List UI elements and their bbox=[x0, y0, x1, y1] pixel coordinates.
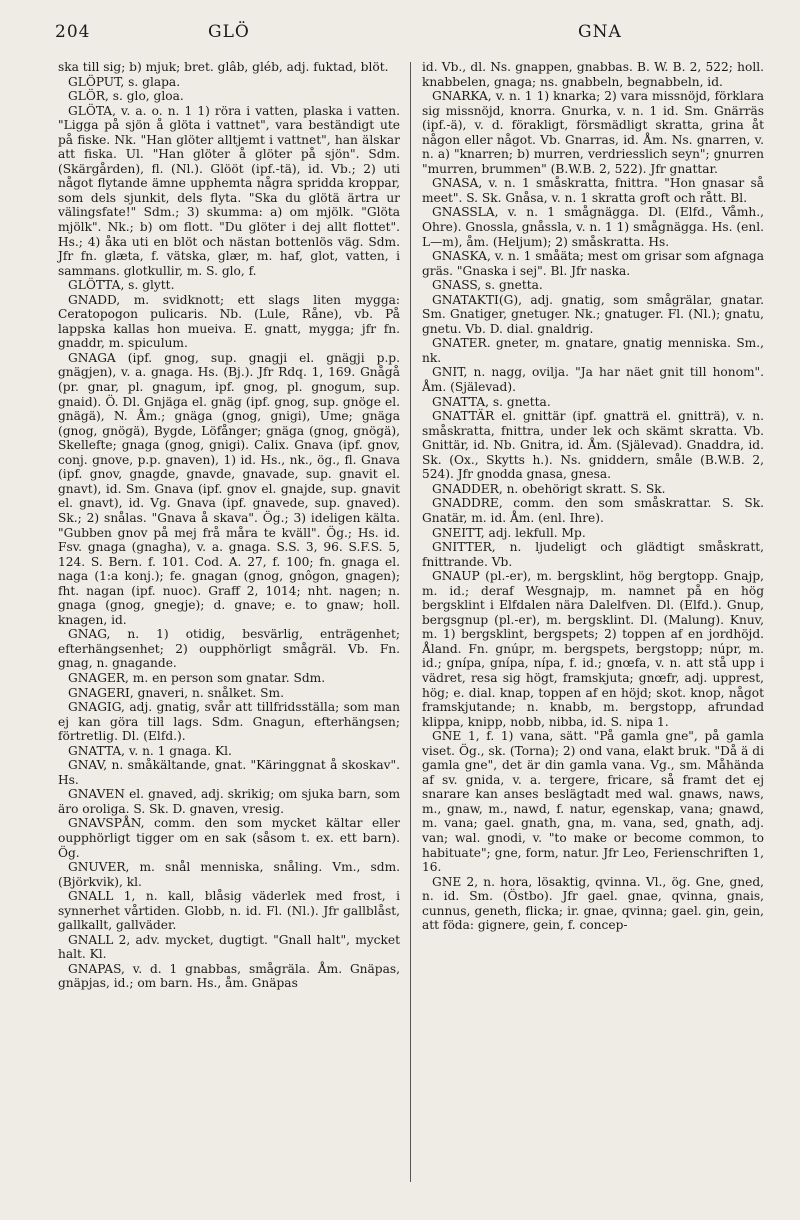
dictionary-entry: GNATAKTI(G), adj. gnatig, som smågrälar, gnatar. Sm. Gnatiger, gnetuger. Nk.; gnatuger. Fl. (Nl.); gnatu, gnetu. Vb. D. dial. gnaldrig. bbox=[422, 292, 764, 336]
dictionary-entry: id. Vb., dl. Ns. gnappen, gnabbas. B. W. B. 2, 522; holl. knabbelen, gnaga; ns. gnabbeln, begnabbeln, id. bbox=[422, 60, 764, 89]
dictionary-entry: GNASS, s. gnetta. bbox=[432, 278, 543, 293]
dictionary-entry: GLÖR, s. glo, gloa. bbox=[68, 89, 184, 104]
dictionary-entry: GNIT, n. nagg, ovilja. "Ja har näet gnit till honom". Åm. (Själevad). bbox=[422, 365, 764, 395]
dictionary-entry: GNAG, n. 1) otidig, besvärlig, enträgenhet; efterhängsenhet; 2) oupphörligt smågräl. Vb. Fn. gnag, n. gnagande. bbox=[58, 627, 400, 671]
dictionary-entry: GNAGA (ipf. gnog, sup. gnagji el. gnägji p.p. gnägjen), v. a. gnaga. Hs. (Bj.). Jfr Rdq. 1, 169. Gnågå (pr. gnar, pl. gnagum, ipf. gnog, pl. gnogum, sup. gnaid). Ö. Dl. Gnjäga el. gnäg (ipf. gnog, sup. gnöge el. gnägä), N. Åm.; gnäga (gnog, gnigi), Ume; gnäga (gnog, gnögä), Bygde, Löfånger; gnäga (gnog, gnögä), Skellefte; gnaga (gnog, gnigi). Calix. Gnava (ipf. gnov, conj. gnove, p.p. gnaven), 1) id. Hs., nk., ög., fl. Gnava (ipf. gnov, gnagde, gnavde, gnavade, sup. gnavit el. gnavt), id. Sm. Gnava (ipf. gnov el. gnajde, sup. gnavit el. gnavt), id. Vg. Gnava (ipf. gnavede, sup. gnaved). Sk.; 2) snålas. "Gnava å skava". Ög.; 3) ideligen kälta. "Gubben gnov på mej frå måra te kväll". Ög.; Hs. id. Fsv. gnaga (gnagha), v. a. gnaga. S.S. 3, 96. S.F.S. 5, 124. S. Bern. f. 101. Cod. A. 27, f. 100; fn. gnaga el. naga (1:a konj.); fe. gnagan (gnog, gnôgon, gnagen); fht. nagan (ipf. nuoc). Graff 2, 1014; nht. nagen; n. gnaga (gnog, gnegje); d. gnave; e. to gnaw; holl. knagen, id. bbox=[58, 350, 400, 627]
page-number: 204 bbox=[55, 22, 91, 42]
dictionary-entry: GNATTÄR el. gnittär (ipf. gnatträ el. gnitträ), v. n. småskratta, fnittra, under lek och skämt skratta. Vb. Gnittär, id. Nb. Gnitra, id. Åm. (Själevad). Gnaddra, id. Sk. (Ox., Skytts h.). Ns. gniddern, småle (B.W.B. 2, 524). Jfr gnodda gnasa, gnesa. bbox=[422, 409, 764, 482]
dictionary-entry: GNARKA, v. n. 1 1) knarka; 2) vara missnöjd, förklara sig missnöjd, knorra. Gnurka, v. n. 1 id. Sm. Gnärräs (ipf.-ä), v. d. förakligt, försmädligt skratta, grina åt någon eller något. Vb. Gnarras, id. Åm. Ns. gnarren, v. n. a) "knarren; b) murren, verdriesslich seyn"; gnurren "murren, brummen" (B.W.B. 2, 522). Jfr gnattar. bbox=[422, 89, 764, 176]
dictionary-entry: GNAGER, m. en person som gnatar. Sdm. bbox=[68, 670, 326, 685]
dictionary-entry: GLÖTA, v. a. o. n. 1 1) röra i vatten, plaska i vatten. "Ligga på sjön å glöta i vattnet", vara beständigt ute på fiske. Nk. "Han glöter alltjemt i vattnet", han älskar att fiska. Ul. "Han glöter å glöter på sjön". Sdm. (Skärgården), fl. (Nl.). Glööt (ipf.-tä), id. Vb.; 2) uti något flytande ämne upphemta några spridda kroppar, som dels sjunkit, dels flyta. "Ska du glötä ärtra ur välingsfate!" Sdm.; 3) skumma: a) om mjölk. "Glöta mjölk". Nk.; b) om flott. "Du glöter i dej allt flottet". Hs.; 4) åka uti en blöt och nästan bottenlös väg. Sdm. Jfr fn. glæta, f. vätska, glær, m. haf, glot, vatten, i sammans. glotkullir, m. S. glo, f. bbox=[58, 103, 400, 278]
dictionary-entry: GNAGIG, adj. gnatig, svår att tillfridsställa; som man ej kan göra till lags. Sdm. Gnagun, efterhängsen; förtretlig. Dl. (Elfd.). bbox=[58, 700, 400, 744]
dictionary-entry: GNITTER, n. ljudeligt och glädtigt småskratt, fnittrande. Vb. bbox=[422, 540, 764, 569]
header-left-word: GLÖ bbox=[208, 22, 250, 42]
dictionary-entry: GNAVSPÅN, comm. den som mycket kältar eller oupphörligt tigger om en sak (såsom t. ex. ett barn). Ög. bbox=[58, 816, 400, 860]
dictionary-entry: GNADDRE, comm. den som småskrattar. S. Sk. Gnatär, m. id. Åm. (enl. Ihre). bbox=[422, 496, 764, 525]
dictionary-entry: GNATTA, v. n. 1 gnaga. Kl. bbox=[68, 743, 232, 758]
right-column bbox=[422, 60, 764, 933]
dictionary-entry: GNAGERI, gnaveri, n. snålket. Sm. bbox=[68, 685, 284, 700]
dictionary-entry: GLÖTTA, s. glytt. bbox=[68, 278, 175, 293]
dictionary-entry: GNALL 2, adv. mycket, dugtigt. "Gnall halt", mycket halt. Kl. bbox=[58, 932, 400, 962]
dictionary-entry: GNAVEN el. gnaved, adj. skrikig; om sjuka barn, som äro oroliga. S. Sk. D. gnaven, vresig. bbox=[58, 787, 400, 816]
dictionary-entry: GNADD, m. svidknott; ett slags liten mygga: Ceratopogon pulicaris. Nb. (Lule, Råne), vb. På lappska kallas hon mueiva. E. gnatt, mygga; jfr fn. gnaddr, m. spiculum. bbox=[58, 292, 400, 351]
dictionary-entry: GNALL 1, n. kall, blåsig väderlek med frost, i synnerhet vårtiden. Globb, n. id. Fl. (Nl.). Jfr gallblåst, gallkallt, gallväder. bbox=[58, 889, 400, 933]
running-header bbox=[0, 22, 800, 52]
header-right-word: GNA bbox=[578, 22, 622, 42]
dictionary-entry: GNAUP (pl.-er), m. bergsklint, hög bergtopp. Gnajp, m. id.; deraf Wesgnajp, m. namnet på en hög bergsklint i Elfdalen nära Dalelfven. Dl. (Elfd.). Gnup, bergsgnup (pl.-er), m. bergsklint. Dl. (Malung). Knuv, m. 1) bergsklint, bergspets; 2) toppen af en jordhöjd. Åland. Fn. gnúpr, m. bergspets, bergstopp; núpr, m. id.; gnípa, gnípa, nípa, f. id.; gnœfa, v. n. att stå upp i vädret, resa sig högt, framskjuta; gnœfr, adj. upprest, hög; e. dial. knap, toppen af en höjd; skot. knop, något framskjutande; n. knabb, m. bergstopp, afrundad klippa, knipp, nobb, nibba, id. S. nipa 1. bbox=[422, 569, 764, 729]
dictionary-entry: GNASSLA, v. n. 1 smågnägga. Dl. (Elfd., Våmh., Ohre). Gnossla, gnåssla, v. n. 1 1) smågnägga. Hs. (enl. L—m), åm. (Heljum); 2) småskratta. Hs. bbox=[422, 205, 764, 249]
dictionary-entry: GNADDER, n. obehörigt skratt. S. Sk. bbox=[432, 481, 666, 496]
dictionary-entry: GNAV, n. småkältande, gnat. "Käringgnat å skoskav". Hs. bbox=[58, 758, 400, 787]
dictionary-entry: ska till sig; b) mjuk; bret. glâb, gléb, adj. fuktad, blöt. bbox=[58, 60, 389, 74]
dictionary-entry: GNAPAS, v. d. 1 gnabbas, smågräla. Åm. Gnäpas, gnäpjas, id.; om barn. Hs., åm. Gnäpas bbox=[58, 961, 400, 991]
dictionary-entry: GNUVER, m. snål menniska, snåling. Vm., sdm. (Björkvik), kl. bbox=[58, 860, 400, 889]
dictionary-entry: GNE 2, n. hora, lösaktig, qvinna. Vl., ög. Gne, gned, n. id. Sm. (Östbo). Jfr gael. gnae, qvinna, gnais, cunnus, geneth, flicka; ir. gnae, qvinna; gael. gin, gein, att föda: gignere, gein, f. concep- bbox=[422, 874, 764, 933]
dictionary-entry: GNEITT, adj. lekfull. Mp. bbox=[432, 525, 586, 540]
dictionary-entry: GNATER. gneter, m. gnatare, gnatig menniska. Sm., nk. bbox=[422, 336, 764, 365]
left-column bbox=[58, 60, 400, 991]
dictionary-entry: GNASKA, v. n. 1 småäta; mest om grisar som afgnaga gräs. "Gnaska i sej". Bl. Jfr naska. bbox=[422, 249, 764, 278]
column-divider bbox=[410, 62, 411, 1182]
dictionary-entry: GNASA, v. n. 1 småskratta, fnittra. "Hon gnasar så meet". S. Sk. Gnåsa, v. n. 1 skratta groft och rått. Bl. bbox=[422, 176, 764, 205]
dictionary-entry: GNE 1, f. 1) vana, sätt. "På gamla gne", på gamla viset. Ög., sk. (Torna); 2) ond vana, elakt bruk. "Då ä di gamla gne", det är din gamla vana. Vg., sm. Måhända af sv. gnida, v. a. tergere, fricare, så framt det ej snarare kan anses beslägtadt med wal. gnaws, naws, m., gnaw, m., nawd, f. natur, egenskap, vana; gnawd, m. vana; gael. gnath, gna, m. vana, sed, gnath, adj. van; wal. gnodi, v. "to make or become common, to habituate"; gne, form, natur. Jfr Leo, Ferienschriften 1, 16. bbox=[422, 729, 764, 875]
dictionary-entry: GLÖPUT, s. glapa. bbox=[68, 74, 181, 89]
dictionary-entry: GNATTA, s. gnetta. bbox=[432, 394, 551, 409]
